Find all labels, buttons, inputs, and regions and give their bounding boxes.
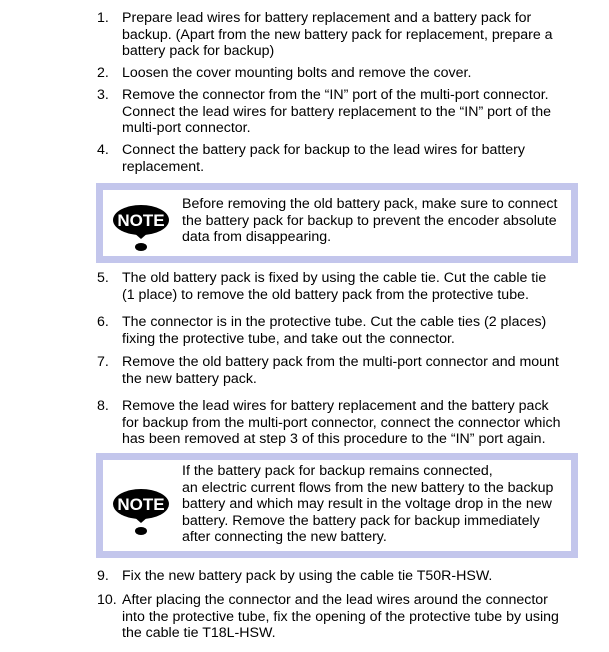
note-box [96,453,578,558]
step-number: 10. [97,592,117,608]
step-number: 7. [97,354,109,370]
step-text: Prepare lead wires for battery replacement and a battery pack for backup. (Apart from the new battery pack for replacement, prepare a battery pack for backup) [122,10,553,59]
note-box [96,183,578,263]
step-text: Fix the new battery pack by using the cable tie T50R-HSW. [122,568,493,584]
step-text: Connect the battery pack for backup to the lead wires for battery replacement. [122,142,525,175]
note-text: If the battery pack for backup remains connected, an electric current flows from the new battery to the backup battery and which may result in the voltage drop in the new battery. Remove the battery pack for backup immediately after connecting the new battery. [182,463,554,545]
note-icon [111,199,171,255]
step-text: Remove the connector from the “IN” port of the multi-port connector. Connect the lead wires for battery replacement to the “IN” port of the multi-port connector. [122,87,551,136]
step-number: 8. [97,398,109,414]
step-number: 3. [97,87,109,103]
note-icon [111,483,171,539]
step-text: Loosen the cover mounting bolts and remove the cover. [122,65,472,81]
step-text: The connector is in the protective tube. Cut the cable ties (2 places) fixing the protective tube, and take out the connector. [122,314,547,347]
step-number: 6. [97,314,109,330]
step-number: 4. [97,142,109,158]
step-number: 1. [97,10,109,26]
note-badge-label: NOTE [117,211,165,230]
step-number: 9. [97,568,109,584]
step-text: Remove the old battery pack from the multi-port connector and mount the new battery pack. [122,354,559,387]
step-text: The old battery pack is fixed by using the cable tie. Cut the cable tie (1 place) to remove the old battery pack from the protective tube. [122,270,547,303]
note-text: Before removing the old battery pack, make sure to connect the battery pack for backup to prevent the encoder absolute data from disappearing. [182,196,558,245]
note-badge-label: NOTE [117,495,165,514]
step-text: After placing the connector and the lead wires around the connector into the protective tube, fix the opening of the protective tube by using the cable tie T18L-HSW. [122,592,559,641]
step-text: Remove the lead wires for battery replacement and the battery pack for backup from the multi-port connector, connect the connector which has been removed at step 3 of this procedure to the “IN” port again. [122,398,561,447]
step-number: 2. [97,65,109,81]
step-number: 5. [97,270,109,286]
